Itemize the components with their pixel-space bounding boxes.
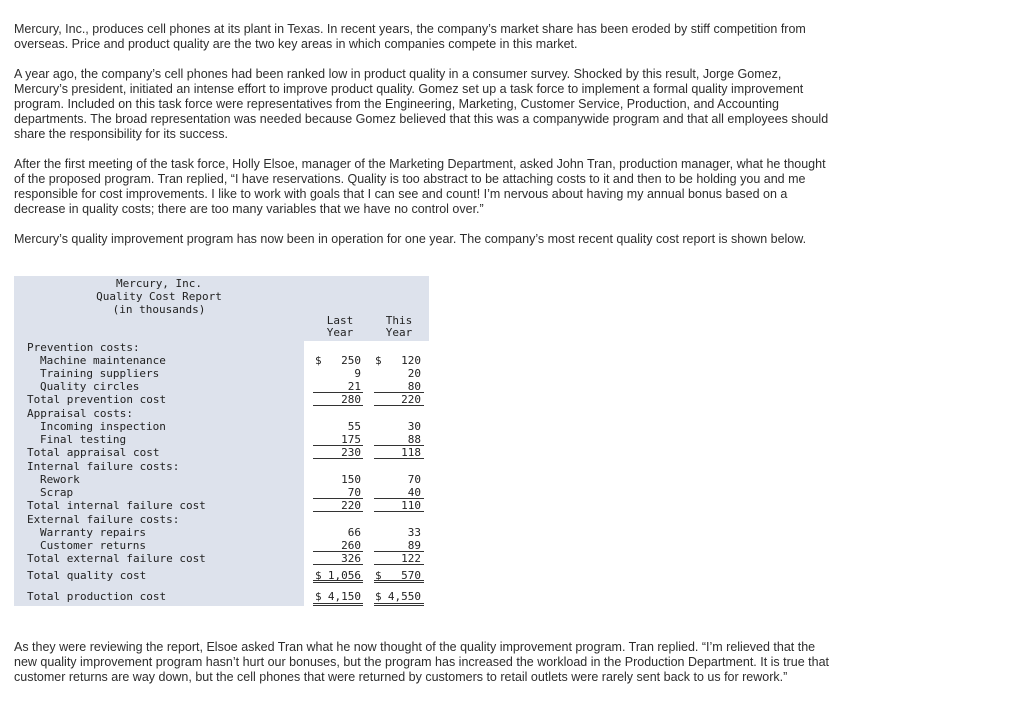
double-rule xyxy=(374,580,424,583)
background-paragraph: A year ago, the company’s cell phones had been ranked low in product quality in a consumer survey. Shocked by this result, Jorge Gomez, Mercury’s president, initiated an intense effort to improve product quality. Gomez set up a task force to implement a formal quality improvement program. Included on this task force were representatives from the Engineering, Marketing, Customer Service, Production, and Accounting departments. The broad representation was needed because Gomez believed that this was a companywide program and that all employees should share the responsibility for its success. xyxy=(14,67,829,141)
total-row: Total appraisal cost 230 118 xyxy=(14,446,429,459)
section-header-appraisal: Appraisal costs: xyxy=(27,407,133,420)
total-row: Total external failure cost 326 122 xyxy=(14,552,429,565)
quality-cost-report xyxy=(14,276,429,606)
total-rule xyxy=(374,511,424,512)
total-row: Total prevention cost 280 220 xyxy=(14,393,429,406)
table-row: Warranty repairs 66 33 xyxy=(40,526,421,539)
table-row: Final testing 175 88 xyxy=(14,433,429,446)
section-header-external-failure: External failure costs: xyxy=(27,513,180,526)
intro-paragraph: Mercury, Inc., produces cell phones at its plant in Texas. In recent years, the company’s market share has been eroded by stiff competition from overseas. Price and product quality are the two key areas in which companies compete in this market. xyxy=(14,22,806,51)
conclusion-paragraph: As they were reviewing the report, Elsoe asked Tran what he now thought of the quality improvement program. Tran replied. “I’m relieved that the new quality improvement program hasn’t hurt our bonuses, but the program has increased the workload in the Production Department. It is true that customer returns are way down, but the cell phones that were returned by customers to retail outlets were rarely sent back to us for rework.” xyxy=(14,640,830,684)
total-rule xyxy=(313,458,363,459)
total-rule xyxy=(374,405,424,406)
table-row: Machine maintenance $ 250 $ 120 xyxy=(40,354,421,367)
section-header-internal-failure: Internal failure costs: xyxy=(27,460,180,473)
column-header-this-year: This Year xyxy=(385,314,413,339)
double-rule xyxy=(313,603,363,606)
table-row: Training suppliers 9 20 xyxy=(40,367,421,380)
total-quality-cost-row: Total quality cost $ 1,056 $ 570 xyxy=(14,569,429,582)
total-production-cost-row: Total production cost $ 4,150 $ 4,550 xyxy=(14,590,429,603)
total-rule xyxy=(313,511,363,512)
table-row: Quality circles 21 80 xyxy=(14,380,429,393)
report-title: Quality Cost Report xyxy=(96,290,222,303)
report-header xyxy=(14,276,429,341)
table-row: Rework 150 70 xyxy=(40,473,421,486)
table-row: Incoming inspection 55 30 xyxy=(40,420,421,433)
column-header-last-year: Last Year xyxy=(326,314,354,339)
task-force-paragraph: After the first meeting of the task force, Holly Elsoe, manager of the Marketing Department, asked John Tran, production manager, what he thought of the proposed program. Tran replied, “I have reservations. Quality is too abstract to be attaching costs to it and then to be holding you and me responsible for cost improvements. I like to work with goals that I can see and count! I’m nervous about having my annual bonus based on a decrease in quality costs; there are too many variables that we have no control over.” xyxy=(14,157,826,216)
total-row: Total internal failure cost 220 110 xyxy=(14,499,429,512)
report-units: (in thousands) xyxy=(112,303,206,316)
total-rule xyxy=(313,564,363,565)
total-rule xyxy=(374,458,424,459)
table-row: Scrap 70 40 xyxy=(14,486,429,499)
report-title-block xyxy=(14,276,304,316)
double-rule xyxy=(374,603,424,606)
section-header-prevention: Prevention costs: xyxy=(27,341,140,354)
total-rule xyxy=(374,564,424,565)
table-row: Customer returns 260 89 xyxy=(14,539,429,552)
report-intro-paragraph: Mercury’s quality improvement program has now been in operation for one year. The company’s most recent quality cost report is shown below. xyxy=(14,232,807,246)
report-company: Mercury, Inc. xyxy=(115,277,203,290)
double-rule xyxy=(313,580,363,583)
total-rule xyxy=(313,405,363,406)
